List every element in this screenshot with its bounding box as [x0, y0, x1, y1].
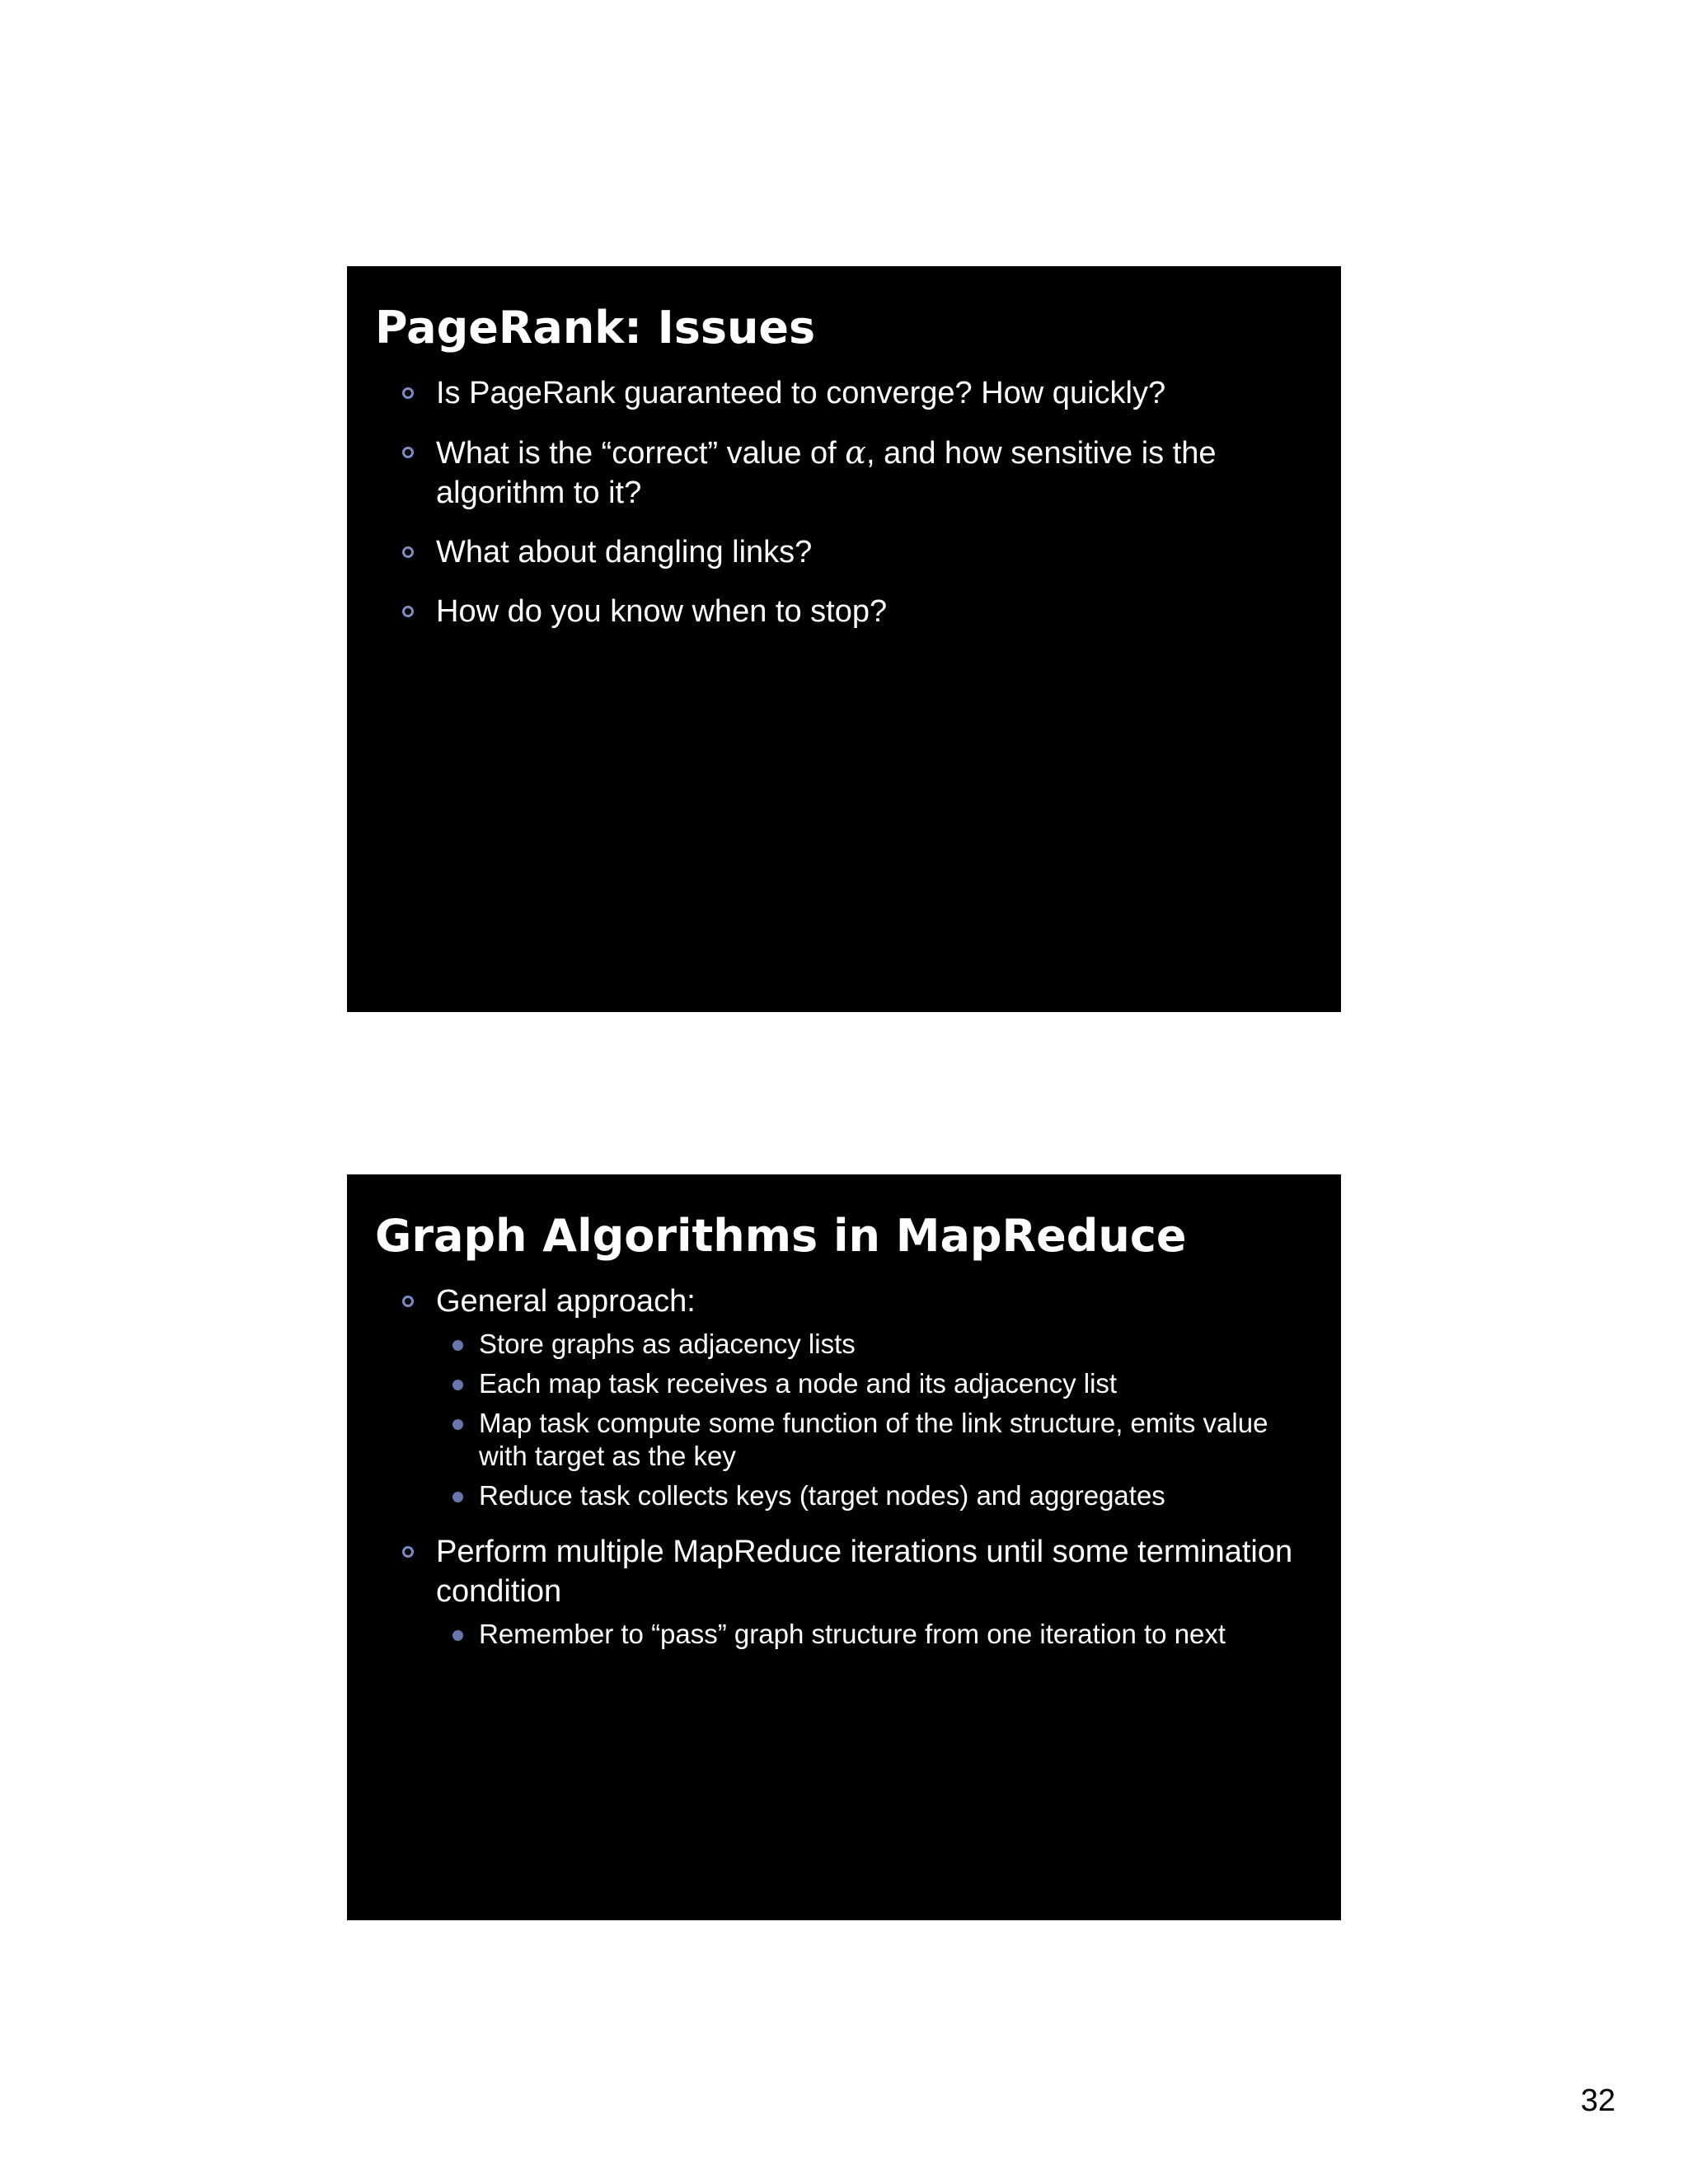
bullet-item: What about dangling links? [408, 532, 1313, 572]
slide-graph-algorithms-mapreduce [347, 1174, 1341, 1920]
bullet-list [375, 1282, 1313, 1651]
sub-bullet-item: Reduce task collects keys (target nodes) and aggregates [452, 1479, 1313, 1512]
bullet-item [408, 1282, 1313, 1512]
bullet-item: How do you know when to stop? [408, 592, 1313, 631]
bullet-text: General approach: [436, 1284, 696, 1319]
bullet-text-end: , and how sensitive is the algorithm to it? [436, 436, 1217, 510]
bullet-item [408, 433, 1313, 513]
bullet-text: Perform multiple MapReduce iterations until some termination condition [436, 1535, 1293, 1609]
bullet-text-start: What is the “correct” value of [436, 436, 846, 471]
bullet-list [375, 373, 1313, 631]
slide-pagerank-issues [347, 266, 1341, 1012]
sub-bullet-item: Remember to “pass” graph structure from one iteration to next [452, 1618, 1313, 1651]
bullet-item [408, 1532, 1313, 1651]
page-number: 32 [1580, 2083, 1615, 2118]
slide-title: Graph Algorithms in MapReduce [375, 1210, 1187, 1262]
slide-title: PageRank: Issues [375, 302, 816, 354]
alpha-symbol: α [845, 434, 866, 471]
sub-bullet-item: Each map task receives a node and its adjacency list [452, 1367, 1313, 1400]
sub-bullet-list [436, 1618, 1313, 1651]
sub-bullet-item: Store graphs as adjacency lists [452, 1328, 1313, 1361]
sub-bullet-item: Map task compute some function of the link structure, emits value with target as the key [452, 1407, 1313, 1473]
sub-bullet-list [436, 1328, 1313, 1512]
bullet-item: Is PageRank guaranteed to converge? How quickly? [408, 373, 1313, 413]
